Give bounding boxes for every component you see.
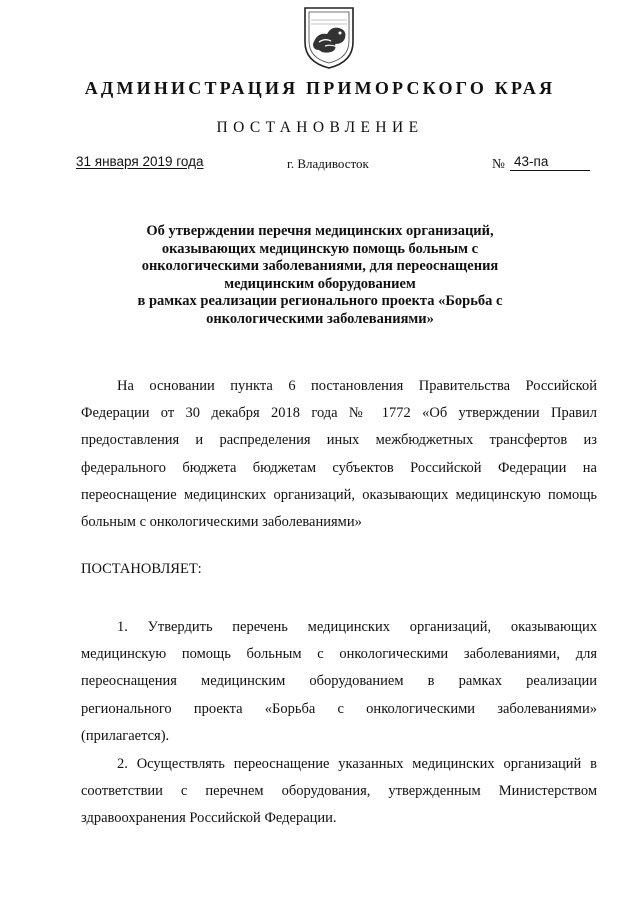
item-2-paragraph [81,751,597,833]
text-line: переоснащения медицинским оборудованием в рамках реализации [81,673,597,690]
document-date: 31 января 2019 года [76,154,204,169]
text-line: Федерации от 30 декабря 2018 года № 1772 «Об утверждении Правил [81,405,597,422]
title-line: медицинским оборудованием [224,275,416,292]
item-1-paragraph [81,614,597,750]
title-line: оказывающих медицинскую помощь больным с [161,240,479,257]
document-type: ПОСТАНОВЛЕНИЕ [216,119,424,136]
text-line: здравоохранения Российской Федерации. [81,810,337,827]
text-line: больным с онкологическими заболеваниями» [81,513,362,530]
title-line: Об утверждении перечня медицинских организаций, [146,223,494,239]
text-line: соответствии с перечнем оборудования, утвержденным Министерством [81,783,597,800]
text-line: переоснащение медицинских организаций, оказывающих медицинскую помощь [81,486,597,503]
title-line: в рамках реализации регионального проекта «Борьба с [137,293,503,310]
preamble-paragraph [81,373,597,536]
text-line: федерального бюджета бюджетам субъектов Российской Федерации на [81,459,597,476]
title-line: онкологическими заболеваниями, для переоснащения [141,258,499,275]
text-line: На основании пункта 6 постановления Правительства Российской [117,378,597,394]
text-line: регионального проекта «Борьба с онкологическими заболеваниями» [81,700,597,717]
document-title [120,223,520,329]
document-city: г. Владивосток [287,156,369,171]
text-line: 2. Осуществлять переоснащение указанных медицинских организаций в [117,756,597,772]
text-line: предоставления и распределения иных межбюджетных трансфертов из [81,432,597,449]
coat-of-arms-emblem [301,4,357,70]
organization-name: АДМИНИСТРАЦИЯ ПРИМОРСКОГО КРАЯ [84,78,556,98]
decree-word: ПОСТАНОВЛЯЕТ: [81,561,202,577]
text-line: медицинскую помощь больным с онкологическими заболеваниями, для [81,646,597,663]
text-line: (прилагается). [81,727,170,744]
text-line: 1. Утвердить перечень медицинских организаций, оказывающих [117,619,597,635]
document-number: 43-па [510,154,590,171]
title-line: онкологическими заболеваниями» [206,310,434,327]
number-label: № [492,156,505,171]
